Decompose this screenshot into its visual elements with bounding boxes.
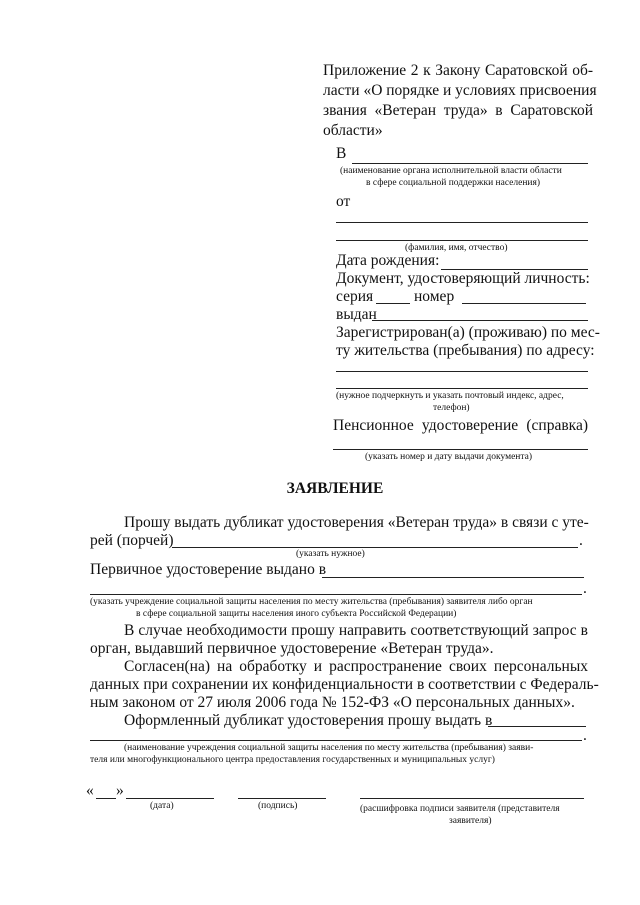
p3-line-1: В случае необходимости прошу направить соответствующий запрос в bbox=[124, 622, 588, 639]
date-caption: (дата) bbox=[150, 801, 174, 811]
delivery-field-line-2[interactable] bbox=[90, 740, 582, 741]
name-field-line-1[interactable] bbox=[336, 222, 588, 223]
decode-caption-2: заявителя) bbox=[449, 816, 492, 826]
p5-caption-2: теля или многофункционального центра предоставления государственных и муниципальных услуг) bbox=[90, 755, 495, 765]
pension-caption: (указать номер и дату выдачи документа) bbox=[365, 452, 533, 462]
name-field-line-2[interactable] bbox=[336, 240, 588, 241]
address-caption-2: телефон) bbox=[433, 403, 470, 413]
to-prefix: В bbox=[336, 145, 347, 162]
issuer-field-line-2[interactable] bbox=[90, 594, 582, 595]
date-field-line[interactable] bbox=[126, 798, 214, 799]
signature-field-line[interactable] bbox=[238, 798, 326, 799]
from-prefix: от bbox=[336, 193, 351, 210]
date-day-field-line[interactable] bbox=[96, 798, 116, 799]
appendix-line-1: Приложение 2 к Закону Саратовской об- bbox=[323, 62, 593, 79]
series-label: серия bbox=[336, 288, 374, 305]
issued-label: выдан bbox=[336, 306, 377, 323]
appendix-line-3: звания «Ветеран труда» в Саратовской bbox=[323, 102, 593, 119]
pension-label: Пенсионное удостоверение (справка) bbox=[333, 417, 588, 434]
registered-line-1: Зарегистрирован(а) (проживаю) по мес- bbox=[336, 324, 600, 341]
series-field-line[interactable] bbox=[376, 303, 410, 304]
issuer-field-line-1[interactable] bbox=[322, 577, 584, 578]
address-field-line-1[interactable] bbox=[336, 371, 588, 372]
number-label: номер bbox=[414, 288, 455, 305]
delivery-field-line-1[interactable] bbox=[488, 726, 586, 727]
p1-line-1: Прошу выдать дубликат удостоверения «Ветеран труда» в связи с уте- bbox=[124, 514, 589, 531]
p2-prefix: Первичное удостоверение выдано в bbox=[90, 561, 327, 578]
appendix-line-4: области» bbox=[323, 122, 383, 139]
registered-line-2: ту жительства (пребывания) по адресу: bbox=[336, 342, 595, 359]
p4-line-3: ным законом от 27 июля 2006 года № 152-ФЗ «О персональных данных». bbox=[90, 694, 575, 711]
number-field-line[interactable] bbox=[462, 303, 586, 304]
name-caption: (фамилия, имя, отчество) bbox=[405, 243, 508, 253]
date-close-quote: » bbox=[116, 782, 124, 799]
birth-label: Дата рождения: bbox=[336, 252, 440, 269]
p5-end: . bbox=[583, 727, 587, 744]
p1-line-2-suffix: . bbox=[579, 532, 583, 549]
p5-prefix: Оформленный дубликат удостоверения прошу выдать в bbox=[124, 712, 493, 729]
signature-caption: (подпись) bbox=[258, 801, 298, 811]
page-title: ЗАЯВЛЕНИЕ bbox=[286, 480, 384, 497]
reason-field-line[interactable] bbox=[172, 547, 578, 548]
p1-line-2-prefix: рей (порчей) bbox=[90, 532, 174, 549]
p5-caption-1: (наименование учреждения социальной защиты населения по месту жительства (пребывания) заяви- bbox=[124, 743, 534, 753]
p1-caption: (указать нужное) bbox=[296, 549, 365, 559]
date-open-quote: « bbox=[86, 782, 94, 799]
to-field-line[interactable] bbox=[352, 163, 588, 164]
appendix-line-2: ласти «О порядке и условиях присвоения bbox=[323, 82, 597, 99]
decode-caption-1: (расшифровка подписи заявителя (представителя bbox=[360, 804, 560, 814]
pension-field-line[interactable] bbox=[333, 449, 588, 450]
address-field-line-2[interactable] bbox=[336, 388, 588, 389]
to-caption-2: в сфере социальной поддержки населения) bbox=[366, 178, 541, 188]
to-caption-1: (наименование органа исполнительной власти области bbox=[340, 166, 562, 176]
p4-line-1: Согласен(на) на обработку и распространение своих персональных bbox=[124, 658, 588, 675]
p2-caption-2: в сфере социальной защиты населения иного субъекта Российской Федерации) bbox=[136, 609, 457, 619]
document-label: Документ, удостоверяющий личность: bbox=[336, 270, 590, 287]
p2-end: . bbox=[583, 580, 587, 597]
issued-field-line[interactable] bbox=[372, 320, 588, 321]
p4-line-2: данных при сохранении их конфиденциальности в соответствии с Федераль- bbox=[90, 676, 599, 693]
p2-caption-1: (указать учреждение социальной защиты населения по месту жительства (пребывания) заявителя либо орган bbox=[90, 597, 533, 607]
p3-line-2: орган, выдавший первичное удостоверение «Ветеран труда». bbox=[90, 640, 494, 657]
address-caption-1: (нужное подчеркнуть и указать почтовый индекс, адрес, bbox=[336, 391, 564, 401]
decode-field-line[interactable] bbox=[360, 798, 584, 799]
